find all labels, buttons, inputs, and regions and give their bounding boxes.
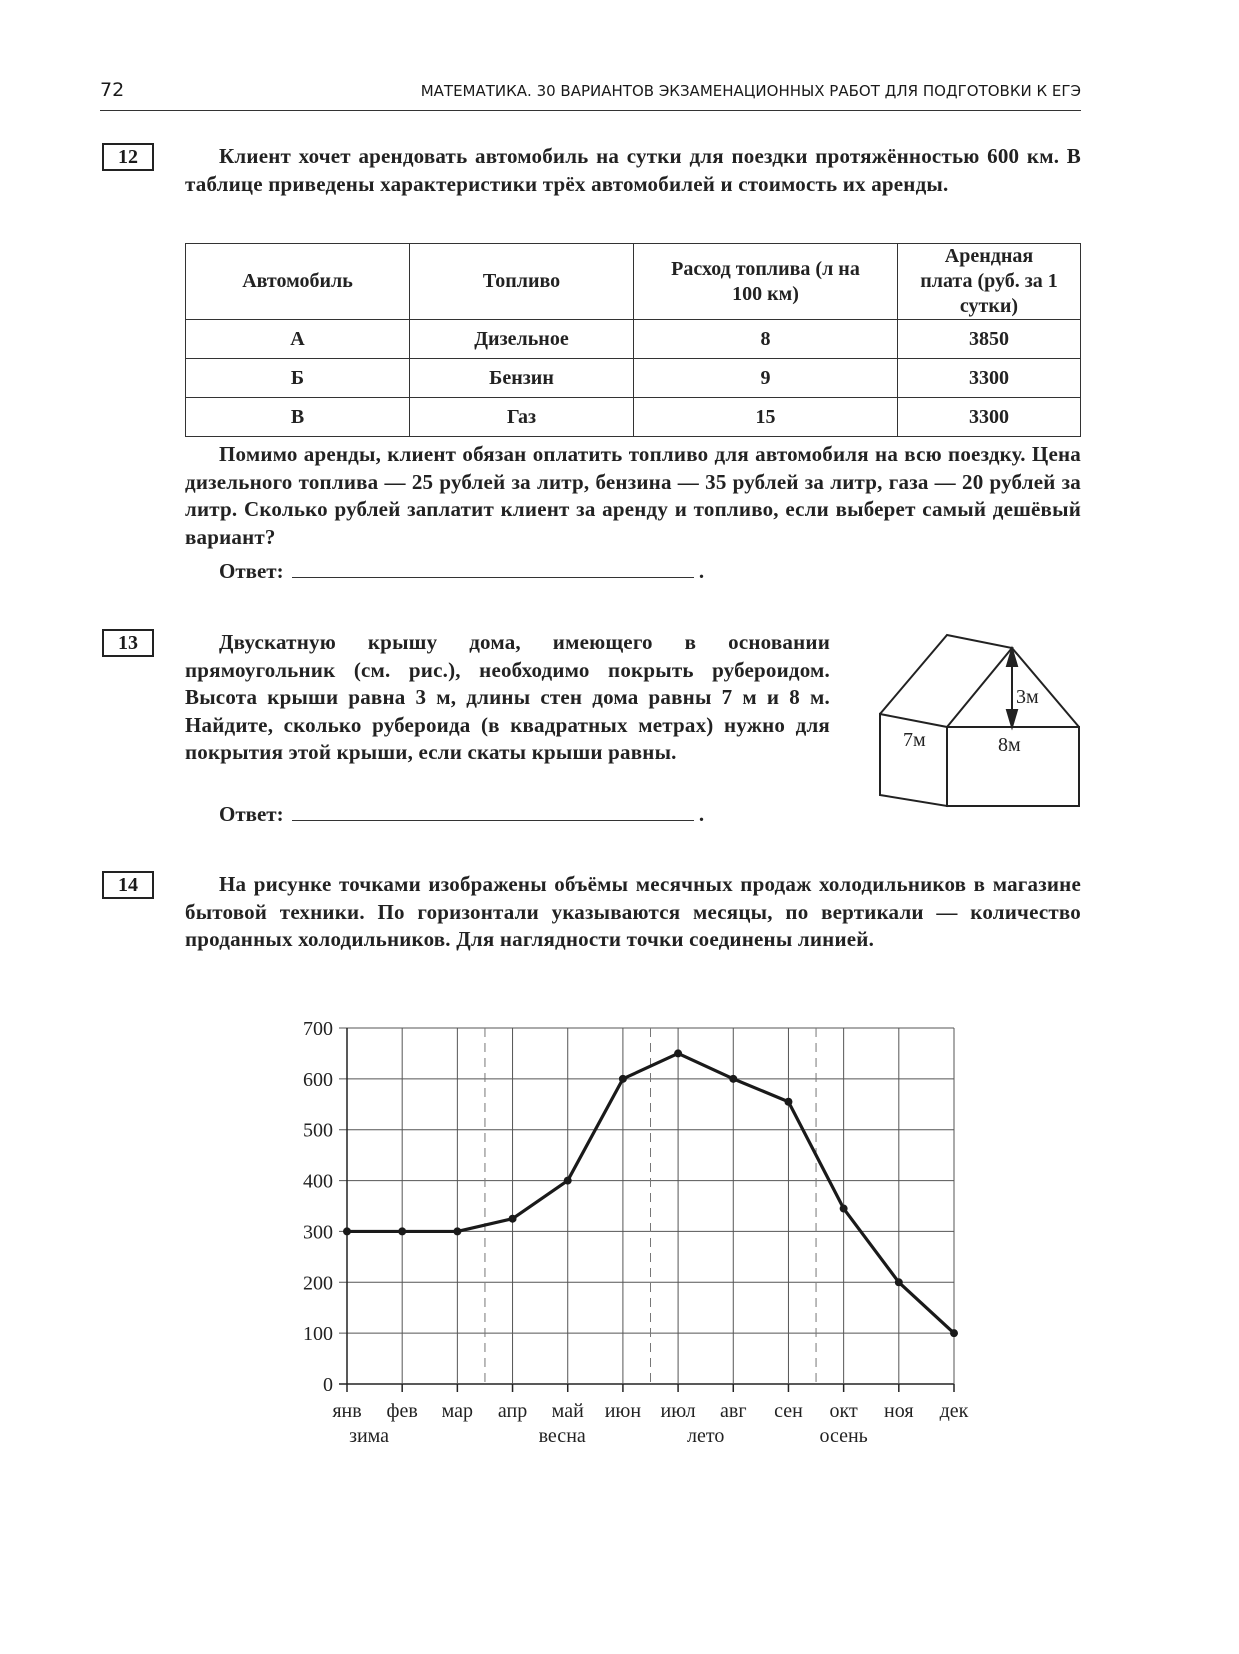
x-tick-label: мар <box>441 1400 474 1422</box>
cell: Б <box>186 359 410 398</box>
side-label: 7м <box>903 729 926 751</box>
task13-text-body: Двускатную крышу дома, имеющего в основании прямоугольник (см. рис.), необходимо покрыть рубероидом. Высота крыши равна 3 м, длины стен дома равны 7 м и 8 м. Найдите, сколько рубероида (в квадратных метрах) нужно для покрытия этой крыши, если скаты крыши равны. <box>185 630 830 765</box>
task12-question <box>185 441 1081 551</box>
x-tick-label: июл <box>660 1400 696 1422</box>
task12-intro-text: Клиент хочет арендовать автомобиль на сутки для поездки протяжённостью 600 км. В таблице приведены характеристики трёх автомобилей и стоимость их аренды. <box>185 144 1081 196</box>
y-tick-label: 100 <box>303 1323 333 1346</box>
y-tick-label: 400 <box>303 1170 333 1193</box>
data-point <box>509 1215 517 1223</box>
task13-text <box>185 629 830 767</box>
cell: 8 <box>634 320 898 359</box>
task-number-13: 13 <box>102 629 154 657</box>
cell: Газ <box>410 398 634 437</box>
answer-field[interactable] <box>292 802 694 821</box>
table-header-row <box>186 244 1081 320</box>
y-tick-label: 0 <box>323 1374 333 1396</box>
y-tick-label: 700 <box>303 1018 333 1040</box>
x-tick-label: сен <box>774 1400 803 1422</box>
cell: 3300 <box>898 359 1081 398</box>
data-point <box>564 1177 572 1185</box>
task13-answer <box>219 802 704 827</box>
cell: Бензин <box>410 359 634 398</box>
cell: В <box>186 398 410 437</box>
season-label: лето <box>687 1425 725 1447</box>
data-point <box>729 1075 737 1083</box>
data-point <box>453 1227 461 1235</box>
cars-table <box>185 243 1081 437</box>
cell: 3300 <box>898 398 1081 437</box>
page-number: 72 <box>100 79 125 101</box>
answer-period: . <box>698 559 705 583</box>
task-number-12: 12 <box>102 143 154 171</box>
x-tick-label: авг <box>720 1400 747 1422</box>
task12-intro <box>185 143 1081 198</box>
table-row <box>186 359 1081 398</box>
x-tick-label: окт <box>829 1400 858 1422</box>
x-tick-label: ноя <box>884 1400 914 1422</box>
x-tick-label: фев <box>386 1400 418 1422</box>
table-row <box>186 398 1081 437</box>
height-label: 3м <box>1016 686 1039 708</box>
header-rule <box>100 110 1081 111</box>
col-header: Расход топлива (л на 100 км) <box>634 244 898 320</box>
season-label: весна <box>538 1425 586 1447</box>
task-number-14: 14 <box>102 871 154 899</box>
data-point <box>619 1075 627 1083</box>
data-point <box>840 1205 848 1213</box>
cell: 9 <box>634 359 898 398</box>
task14-text <box>185 871 1081 954</box>
x-tick-label: апр <box>497 1400 528 1422</box>
x-tick-label: май <box>551 1400 584 1422</box>
data-point <box>398 1227 406 1235</box>
table-row <box>186 320 1081 359</box>
col-header: Автомобиль <box>186 244 410 320</box>
task12-question-text: Помимо аренды, клиент обязан оплатить топливо для автомобиля на всю поездку. Цена дизельного топлива — 25 рублей за литр, бензина — 35 рублей за литр, газа — 20 рублей за литр. Сколько рублей заплатит клиент за аренду и топливо, если выберет самый дешёвый вариант? <box>185 442 1081 549</box>
answer-field[interactable] <box>292 559 694 578</box>
x-tick-label: дек <box>939 1400 969 1422</box>
answer-label: Ответ: <box>219 559 284 583</box>
data-point <box>895 1278 903 1286</box>
data-point <box>674 1049 682 1057</box>
cell: 15 <box>634 398 898 437</box>
data-point <box>784 1098 792 1106</box>
y-tick-label: 600 <box>303 1068 333 1091</box>
sales-line <box>347 1053 954 1333</box>
cell: А <box>186 320 410 359</box>
data-point <box>343 1227 351 1235</box>
data-point <box>950 1329 958 1337</box>
front-label: 8м <box>998 734 1021 756</box>
answer-period: . <box>698 802 705 826</box>
task12-answer <box>219 559 704 584</box>
season-label: осень <box>819 1425 868 1447</box>
x-tick-label: июн <box>604 1400 642 1422</box>
running-header: МАТЕМАТИКА. 30 ВАРИАНТОВ ЭКЗАМЕНАЦИОННЫХ РАБОТ ДЛЯ ПОДГОТОВКИ К ЕГЭ <box>420 82 1081 100</box>
cell: 3850 <box>898 320 1081 359</box>
col-header: Топливо <box>410 244 634 320</box>
task14-text-body: На рисунке точками изображены объёмы месячных продаж холодильников в магазине бытовой техники. По горизонтали указываются месяцы, по вертикали — количество проданных холодильников. Для наглядности точки соединены линией. <box>185 872 1081 952</box>
season-label: зима <box>349 1425 390 1447</box>
col-header: Арендная плата (руб. за 1 сутки) <box>898 244 1081 320</box>
y-tick-label: 500 <box>303 1119 333 1142</box>
x-tick-label: янв <box>332 1400 362 1422</box>
y-tick-label: 200 <box>303 1272 333 1295</box>
cell: Дизельное <box>410 320 634 359</box>
y-tick-label: 300 <box>303 1221 333 1244</box>
answer-label: Ответ: <box>219 802 284 826</box>
